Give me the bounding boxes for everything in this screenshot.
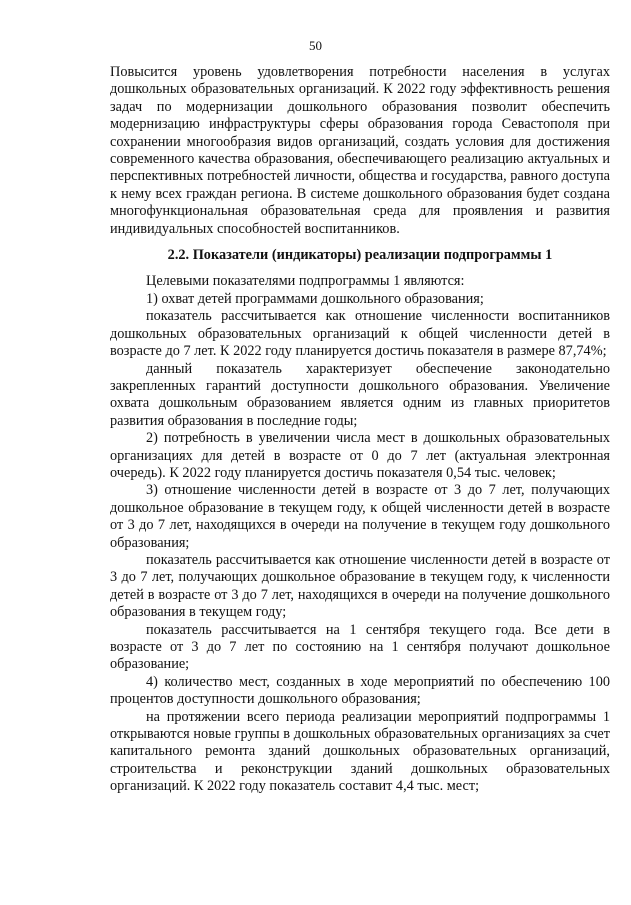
paragraph-item-1: 1) охват детей программами дошкольного образования; (146, 290, 484, 307)
page-number: 50 (309, 38, 322, 53)
section-heading: 2.2. Показатели (индикаторы) реализации подпрограммы 1 (167, 247, 553, 264)
paragraph-indicators-intro: Целевыми показателями подпрограммы 1 являются: (146, 273, 465, 290)
paragraph-item-3-calculation: показатель рассчитывается как отношение численности детей в возрасте от 3 до 7 лет, получающих дошкольное образование в текущем году, к численности детей в возрасте от 3 до 7 лет, находящихся в очереди на получение дошкольного образования в текущем году; (110, 551, 610, 621)
paragraph-item-3-date: показатель рассчитывается на 1 сентября текущего года. Все дети в возрасте от 3 до 7 лет по состоянию на 1 сентября получают дошкольное образование; (110, 621, 610, 673)
paragraph-item-4: 4) количество мест, созданных в ходе мероприятий по обеспечению 100 процентов доступности дошкольного образования; (110, 673, 610, 708)
paragraph-item-2: 2) потребность в увеличении числа мест в дошкольных образовательных организациях для детей в возрасте от 0 до 7 лет (актуальная электронная очередь). К 2022 году планируется достичь показателя 0,54 тыс. человек; (110, 430, 610, 481)
paragraph-item-1-calculation: показатель рассчитывается как отношение численности воспитанников дошкольных образовательных организаций к общей численности детей в возрасте до 7 лет. К 2022 году планируется достичь показателя в размере 87,74%; (110, 308, 610, 360)
document-body (110, 64, 610, 796)
paragraph-item-3: 3) отношение численности детей в возрасте от 3 до 7 лет, получающих дошкольное образование в текущем году, к общей численности детей в возрасте от 3 до 7 лет, находящихся в очереди на получение в текущем году дошкольного образования; (110, 482, 610, 551)
paragraph-item-4-description: на протяжении всего периода реализации мероприятий подпрограммы 1 открываются новые группы в дошкольных образовательных организациях за счет капитального ремонта зданий дошкольных образовательных организаций, строительства и реконструкции зданий дошкольных образовательных организаций. К 2022 году показатель составит 4,4 тыс. мест; (110, 708, 610, 795)
paragraph-item-1-description: данный показатель характеризует обеспечение законодательно закрепленных гарантий доступности дошкольного образования. Увеличение охвата дошкольным образованием является одним из главных приоритетов развития образования в последние годы; (110, 360, 610, 429)
intro-paragraph: Повысится уровень удовлетворения потребности населения в услугах дошкольных образовательных организаций. К 2022 году эффективность решения задач по модернизации дошкольного образования позволит обеспечить модернизацию инфраструктуры сферы образования города Севастополя при сохранении многообразия видов организаций, создать условия для достижения современного качества образования, обеспечивающего реализацию актуальных и перспективных потребностей личности, общества и государства, равного доступа к нему всех граждан региона. В системе дошкольного образования будет создана многофункциональная образовательная среда для проявления и развития индивидуальных способностей воспитанников. (110, 64, 610, 237)
